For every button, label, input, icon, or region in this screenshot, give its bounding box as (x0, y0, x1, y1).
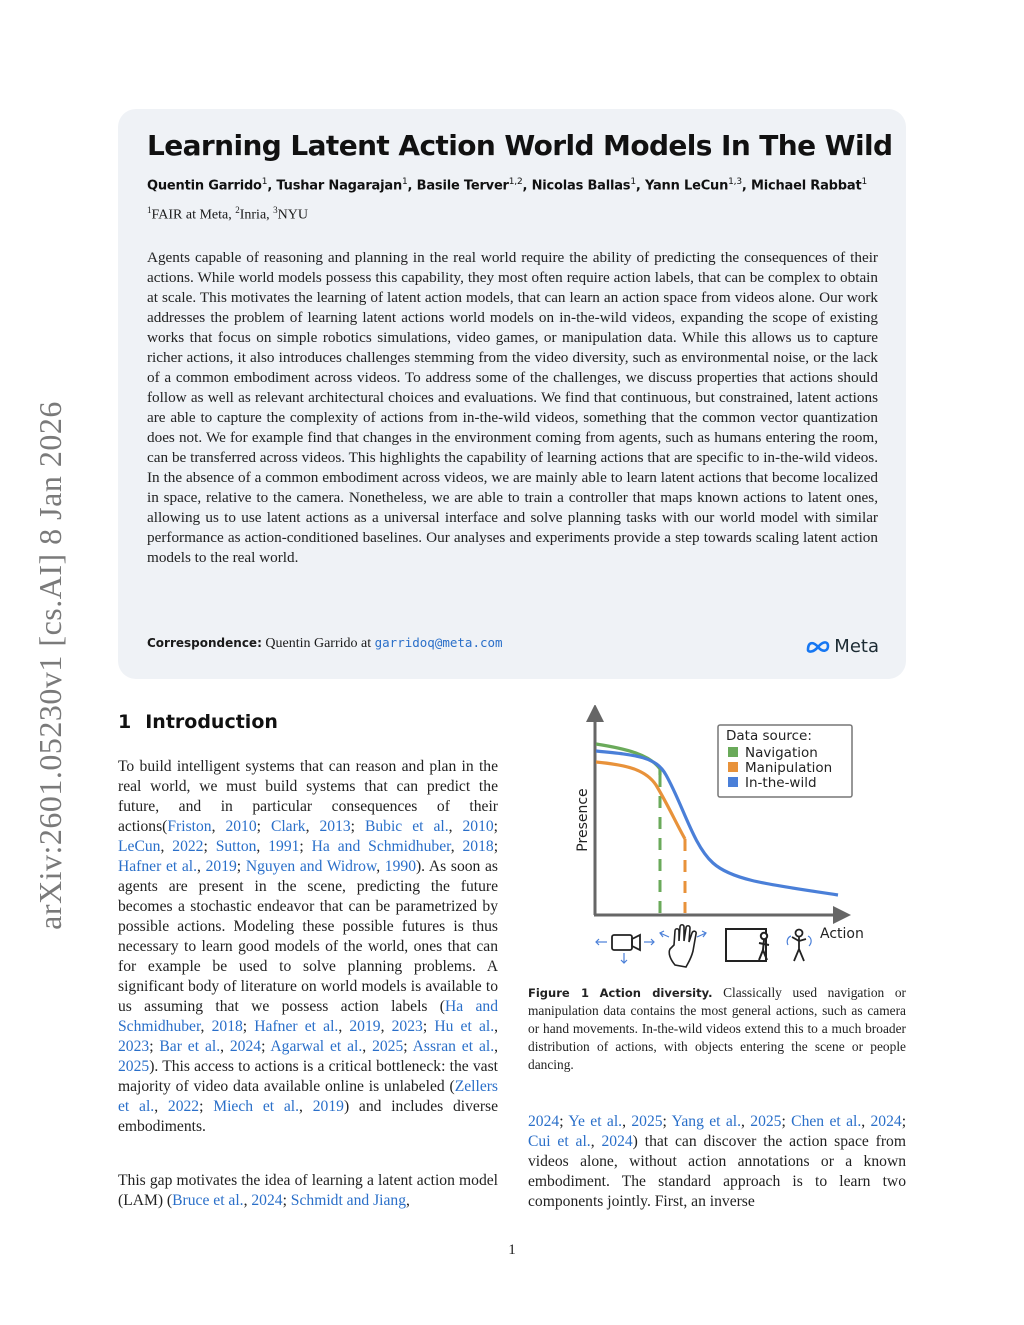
body-text: , (220, 1038, 230, 1055)
body-text: , (197, 858, 206, 875)
legend-label-in-the-wild: In-the-wild (745, 775, 817, 791)
affiliation-mark: 2 (235, 205, 240, 215)
citation-link[interactable]: 2018 (211, 1018, 243, 1035)
person-entering-icon (726, 929, 769, 961)
page-number: 1 (508, 1242, 516, 1258)
legend-label-navigation: Navigation (745, 745, 818, 761)
citation-link[interactable]: Chen et al. (791, 1113, 862, 1130)
body-text: ; (261, 1038, 271, 1055)
body-text: , (741, 1113, 751, 1130)
body-text: , (622, 1113, 632, 1130)
citation-link[interactable]: 1991 (268, 838, 300, 855)
body-text: , (200, 1018, 212, 1035)
body-text: , (590, 1133, 602, 1150)
citation-link[interactable]: 2018 (462, 838, 494, 855)
citation-link[interactable]: 2024 (601, 1133, 633, 1150)
author-name: Quentin Garrido (147, 178, 262, 194)
body-text: ; (559, 1113, 569, 1130)
body-text: , (494, 1018, 499, 1035)
body-text: ; (199, 1098, 214, 1115)
intro-paragraph-1 (118, 757, 498, 1137)
citation-link[interactable]: Assran et al. (412, 1038, 495, 1055)
citation-link[interactable]: Sutton (215, 838, 257, 855)
citation-link[interactable]: 2023 (118, 1038, 150, 1055)
citation-link[interactable]: Yang et al. (671, 1113, 742, 1130)
affiliation-mark: 1 (147, 205, 152, 215)
citation-link[interactable]: Zellers et al. (118, 1078, 498, 1115)
manipulation-curve (596, 762, 685, 839)
citation-link[interactable]: Schmidt and Jiang (290, 1192, 407, 1209)
body-text: ; (242, 1018, 255, 1035)
meta-logo (805, 636, 879, 657)
figure-caption (528, 984, 906, 1074)
body-text: , (376, 858, 385, 875)
citation-link[interactable]: Clark (270, 818, 306, 835)
citation-link[interactable]: Bruce et al. (172, 1192, 244, 1209)
body-text: ; (282, 1192, 291, 1209)
citation-link[interactable]: 2024 (528, 1113, 560, 1130)
citation-link[interactable]: 2022 (172, 838, 204, 855)
body-text: ; (493, 838, 499, 855)
intro-paragraph-2 (118, 1171, 498, 1211)
hand-icon (660, 925, 706, 967)
body-text: , (305, 818, 320, 835)
citation-link[interactable]: Miech et al. (213, 1098, 300, 1115)
citation-link[interactable]: 2019 (205, 858, 237, 875)
citation-link[interactable]: 2010 (462, 818, 494, 835)
body-text: ) and includes diverse embodiments. (118, 1098, 499, 1135)
body-text: ; (256, 818, 271, 835)
affiliation-name: FAIR at Meta (151, 207, 229, 223)
citation-link[interactable]: 2025 (631, 1113, 663, 1130)
affiliation-mark: 3 (273, 205, 278, 215)
legend-swatch-navigation (728, 747, 738, 757)
citation-link[interactable]: 2019 (349, 1018, 381, 1035)
citation-link[interactable]: 2025 (750, 1113, 782, 1130)
citation-link[interactable]: Ha and Schmidhuber (118, 998, 498, 1035)
citation-link[interactable]: 2025 (372, 1038, 404, 1055)
body-text: ; (901, 1113, 907, 1130)
dancing-person-icon (787, 930, 811, 962)
citation-link[interactable]: 2024 (251, 1192, 283, 1209)
author-list: Quentin Garrido$^1$, Tushar Nagarajan$^1$, Basile Terver$^{1,2}$, Nicolas Ballas$^1$, Yann LeCun$^{1,3}$, Michael Rabbat$^1$ (147, 177, 867, 194)
author-name: Tushar Nagarajan (276, 178, 403, 194)
body-text: ; (299, 838, 312, 855)
body-text: ) that can discover the action space from videos alone, without action annotations or a known embodiment. The standard approach is to learn two components jointly. First, an inverse (528, 1133, 906, 1210)
body-text: ; (403, 1038, 413, 1055)
citation-link[interactable]: 2024 (870, 1113, 902, 1130)
body-text: ; (422, 1018, 435, 1035)
body-text: , (160, 838, 173, 855)
body-text: , (299, 1098, 313, 1115)
citation-link[interactable]: Ye et al. (568, 1113, 623, 1130)
citation-link[interactable]: 2013 (319, 818, 351, 835)
body-text: , (494, 1038, 498, 1055)
meta-infinity-icon (805, 639, 831, 654)
author-affiliation-mark: 1 (402, 177, 408, 187)
citation-link[interactable]: Ha and Schmidhuber (311, 838, 451, 855)
affiliation-name: Inria (239, 207, 267, 223)
meta-logo-text: Meta (834, 636, 879, 657)
abstract-box (118, 109, 906, 679)
citation-link[interactable]: 2023 (391, 1018, 423, 1035)
body-text: ; (781, 1113, 792, 1130)
legend-swatch-in-the-wild (728, 777, 738, 787)
author-affiliation-mark: 1 (261, 177, 268, 187)
citation-link[interactable]: Bar et al. (159, 1038, 221, 1055)
citation-link[interactable]: 2024 (229, 1038, 262, 1055)
body-text: ; (662, 1113, 672, 1130)
body-text: To build intelligent systems that can reason and plan in the real world, we must build systems that can predict the future, and in particular consequences of their actions( (118, 758, 498, 835)
body-text: ). This access to actions is a critical bottleneck: the vast majority of video data available online is unlabeled ( (118, 1058, 498, 1095)
author-affiliation-mark: 1 (861, 177, 867, 187)
body-text: , (406, 1192, 410, 1209)
author-name: Nicolas Ballas (531, 178, 631, 194)
correspondence (147, 635, 503, 652)
citation-link[interactable]: Hafner et al. (118, 858, 198, 875)
body-text: , (154, 1098, 168, 1115)
citation-link[interactable]: Cui et al. (528, 1133, 591, 1150)
body-text: , (362, 1038, 373, 1055)
legend (718, 725, 852, 797)
section-number: 1 (118, 711, 132, 733)
author-affiliation-mark: 1,3 (728, 177, 742, 187)
body-text: ; (493, 818, 498, 835)
citation-link[interactable]: Bubic et al. (364, 818, 449, 835)
y-axis-label: Presence (575, 788, 591, 852)
citation-link[interactable]: Hafner et al. (254, 1018, 339, 1035)
citation-link[interactable]: 1990 (384, 858, 416, 875)
body-text: , (448, 818, 463, 835)
intro-paragraph-continued (528, 1112, 906, 1212)
legend-swatch-manipulation (728, 762, 738, 772)
body-text: , (211, 818, 226, 835)
citation-link[interactable]: Friston (167, 818, 212, 835)
author-name: Yann LeCun (644, 178, 729, 194)
abstract-text: Agents capable of reasoning and planning in the real world require the ability of predicting the consequences of their actions. While world models possess this capability, they most often require action labels, that can be complex to obtain at scale. This motivates the learning of latent action models, that can learn an action space from videos alone. Our work addresses the problem of learning latent actions world models on in-the-wild videos, expanding the scope of existing works that focus on simple robotics simulations, video games, or manipulation data. While this allows us to capture richer actions, it also introduces challenges stemming from the video diversity, such as environmental noise, or the lack of a common embodiment across videos. To address some of the challenges, we discuss properties that actions should follow as well as relevant architectural choices and evaluations. We find that continuous, but constrained, latent actions are able to capture the complexity of actions from in-the-wild videos, something that the common vector quantization does not. We for example find that changes in the environment coming from agents, such as humans entering the room, can be transferred across videos. This highlights the capability of learning actions that are specific to in-the-wild videos. In the absence of a common embodiment across videos, we are mainly able to learn latent actions that become localized in space, relative to the camera. Nonetheless, we are able to train a controller that maps known actions to latent ones, allowing us to use latent actions as a universal interface and solve planning tasks with our world model with similar performance as action-conditioned baselines. Our analyses and experiments provide a step towards scaling latent action models to the real world. (147, 249, 878, 566)
body-text: , (243, 1192, 252, 1209)
legend-label-manipulation: Manipulation (745, 760, 833, 776)
body-text: ; (203, 838, 216, 855)
legend-title: Data source: (726, 728, 812, 744)
affiliation-name: NYU (277, 207, 309, 223)
author-affiliation-mark: 1,2 (508, 177, 523, 187)
citation-link[interactable]: 2010 (225, 818, 257, 835)
section-title: Introduction (145, 711, 278, 733)
paper-title: Learning Latent Action World Models In The Wild (147, 129, 893, 162)
affiliations: $^1$FAIR at Meta, $^2$Inria, $^3$NYU (147, 205, 309, 223)
body-text: , (256, 838, 269, 855)
body-text: ; (149, 1038, 160, 1055)
correspondence-email-link[interactable]: garridoq@meta.com (374, 635, 503, 650)
body-text: ; (236, 858, 246, 875)
citation-link[interactable]: 2025 (118, 1058, 150, 1075)
caption-label: Figure 1 (528, 986, 589, 1000)
correspondence-name: Quentin Garrido at (265, 636, 372, 651)
author-name: Basile Terver (416, 178, 509, 194)
arxiv-stamp (24, 390, 76, 940)
figure-action-diversity (528, 705, 906, 975)
arxiv-stamp-text: arXiv:2601.05230v1 [cs.AI] 8 Jan 2026 (31, 400, 68, 930)
section-heading (118, 711, 278, 733)
citation-link[interactable]: 2019 (312, 1098, 344, 1115)
citation-link[interactable]: Hu et al. (434, 1018, 495, 1035)
author-name: Michael Rabbat (750, 178, 862, 194)
body-text: ). As soon as agents are present in the scene, predicting the future becomes a stochastic endeavor that can be parametrized by possible actions. Modeling these possible futures is thus necessary to learn good models of the world, ones that can for example be used to solve planning problems. A significant body of literature on world models is available to us assuming that we possess action labels ( (118, 858, 498, 1015)
correspondence-label: Correspondence: (147, 636, 262, 650)
citation-link[interactable]: LeCun (118, 838, 161, 855)
body-text: ; (350, 818, 365, 835)
body-text: , (338, 1018, 350, 1035)
body-text: , (861, 1113, 871, 1130)
caption-text: Classically used navigation or manipulation data contains the most general actions, such as camera or hand movements. In-the-wild videos extend this to a much broader distribution of actions, with objects entering the scene or people dancing. (528, 985, 907, 1072)
x-axis-label: Action (820, 926, 864, 942)
caption-title: Action diversity. (599, 986, 713, 1000)
camera-icon (596, 935, 654, 963)
body-text: This gap motivates the idea of learning a latent action model (LAM) ( (118, 1172, 498, 1209)
body-text: , (450, 838, 463, 855)
body-text: , (380, 1018, 392, 1035)
citation-link[interactable]: Agarwal et al. (270, 1038, 363, 1055)
citation-link[interactable]: Nguyen and Widrow (245, 858, 377, 875)
citation-link[interactable]: 2022 (167, 1098, 200, 1115)
author-affiliation-mark: 1 (630, 177, 636, 187)
